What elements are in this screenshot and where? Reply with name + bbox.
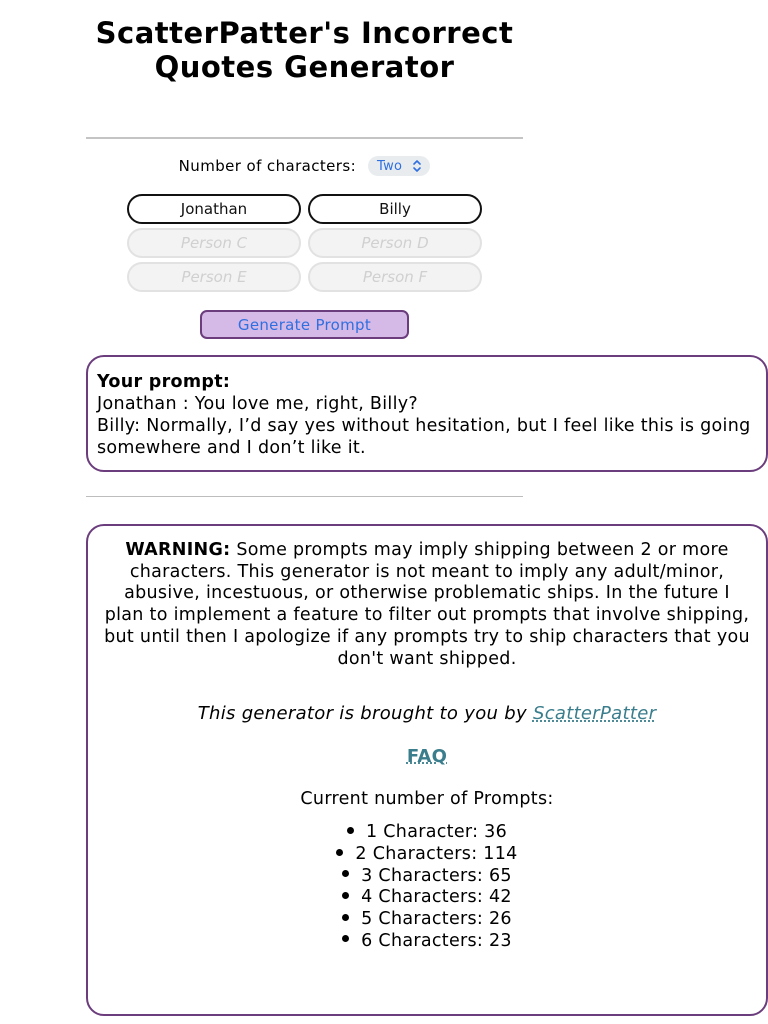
person-b-input[interactable] [308,194,482,224]
character-count-label: Number of characters: [178,157,357,175]
credit-text: This generator is brought to you by [197,703,527,725]
bullet-icon [342,914,349,921]
credit-line [104,703,750,725]
count-text: 6 Characters: 23 [361,930,512,951]
person-f-input[interactable] [308,262,482,292]
generate-prompt-button[interactable]: Generate Prompt [200,310,409,339]
warning-text [104,540,750,670]
count-text: 2 Characters: 114 [355,844,518,865]
bullet-icon [342,892,349,899]
count-text: 3 Characters: 65 [361,865,512,886]
list-item [104,866,750,888]
scatterpatter-link[interactable]: ScatterPatter [532,703,657,725]
person-d-input[interactable] [308,228,482,258]
info-box [86,524,768,1016]
character-count-value: Two [377,158,403,174]
page-title: ScatterPatter's Incorrect Quotes Generator [95,16,514,84]
list-item [104,822,750,844]
chevron-up-down-icon [412,159,422,173]
count-text: 4 Characters: 42 [361,887,512,908]
faq-link[interactable]: FAQ [406,745,448,767]
prompt-output-box [86,355,768,472]
bullet-icon [342,935,349,942]
person-a-input[interactable] [127,194,301,224]
person-e-input[interactable] [127,262,301,292]
count-text: 1 Character: 36 [365,822,507,843]
prompt-count-list [104,822,750,952]
count-text: 5 Characters: 26 [361,909,512,930]
list-item [104,931,750,953]
list-item [104,887,750,909]
list-item [104,844,750,866]
prompt-line: Billy: Normally, I’d say yes without hesitation, but I feel like this is going somewhere and I don’t like it. [97,416,751,458]
bullet-icon [342,870,349,877]
bullet-icon [336,849,343,856]
warning-label: WARNING: [125,540,231,560]
prompt-count-title: Current number of Prompts: [300,788,554,809]
bullet-icon [347,827,354,834]
character-count-row [86,153,523,179]
character-count-select[interactable] [368,156,430,176]
divider-top [86,137,523,139]
prompt-line: Jonathan : You love me, right, Billy? [97,394,418,414]
prompt-heading: Your prompt: [97,372,231,392]
list-item [104,909,750,931]
person-c-input[interactable] [127,228,301,258]
warning-body: Some prompts may imply shipping between 2 or more characters. This generator is not meant to imply any adult/minor, abusive, incestuous, or otherwise problematic ships. In the future I plan to implement a feature to filter out prompts that involve shipping, but until then I apologize if any prompts try to ship characters that you don't want shipped. [104,540,750,669]
divider-middle [86,496,523,497]
